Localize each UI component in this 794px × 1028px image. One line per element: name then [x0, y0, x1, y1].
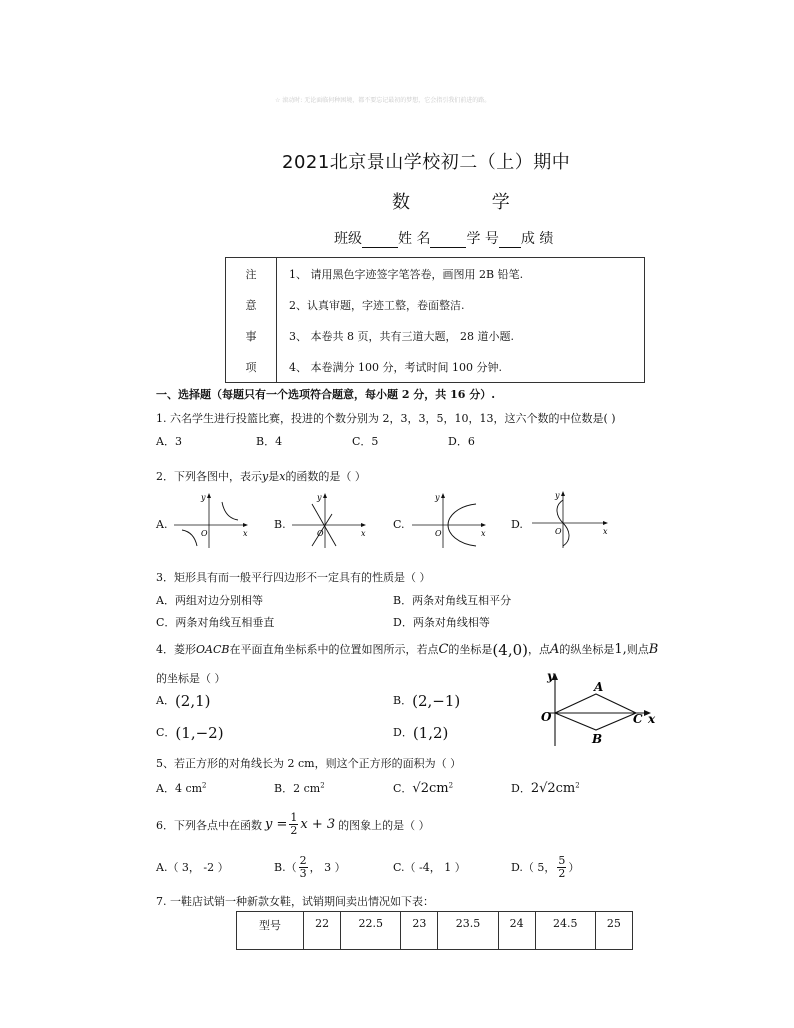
section-1-heading: 一、选择题（每题只有一个选项符合题意，每小题 2 分，共 16 分）.	[156, 388, 496, 401]
option-part: ， 3 ）	[309, 861, 346, 874]
notes-heading	[226, 258, 277, 383]
table-header-cell: 25	[595, 912, 632, 950]
question-2-option-d[interactable]: D.	[511, 518, 523, 531]
origin-label: O	[435, 529, 442, 538]
question-5-option-c[interactable]	[393, 780, 453, 796]
curve-upper	[222, 502, 238, 520]
question-6-stem	[156, 812, 430, 837]
question-2-option-c[interactable]: C.	[393, 518, 405, 531]
option-letter: C．	[393, 782, 413, 795]
option-value: 2 cm	[293, 782, 321, 795]
q2-var-x: x	[279, 470, 286, 483]
notes-heading-char: 意	[245, 298, 257, 312]
q4-stem-part: 则点	[626, 643, 649, 656]
option-value: 4 cm	[174, 782, 203, 795]
y-axis-arrow	[441, 493, 445, 498]
q2-graph-a	[172, 490, 252, 550]
question-3-option-b[interactable]: B．两条对角线互相平分	[393, 594, 512, 607]
option-letter: D．	[511, 782, 531, 795]
q4-stem-part: 的纵坐标是	[559, 643, 615, 656]
field-number-label: 学 号	[466, 231, 499, 247]
option-exponent: 2	[202, 781, 207, 790]
origin-label: O	[317, 529, 324, 538]
q4-point-c: C	[438, 642, 449, 657]
question-4-stem-line-2: 的坐标是（ ）	[156, 672, 226, 685]
field-number-blank[interactable]	[499, 233, 521, 248]
table-header-cell: 型号	[237, 912, 304, 950]
question-6-option-c[interactable]: C.（ -4， 1 ）	[393, 861, 466, 874]
axis-label-x: x	[361, 529, 366, 538]
notes-table	[225, 257, 645, 383]
label-c: C	[633, 712, 643, 726]
shoe-sales-table	[236, 911, 633, 950]
question-4-option-b[interactable]	[393, 692, 460, 710]
option-value: (2,−1)	[412, 692, 461, 710]
fraction-numerator: 1	[290, 811, 298, 824]
option-part: B.（	[274, 861, 297, 874]
question-2-option-b[interactable]: B.	[274, 518, 286, 531]
q4-stem-part: ，点	[527, 643, 550, 656]
question-5-option-b[interactable]	[274, 780, 325, 796]
note-item: 3、 本卷共 8 页，共有三道大题， 28 道小题.	[289, 329, 514, 343]
question-3-option-c[interactable]: C．两条对角线互相垂直	[156, 616, 275, 629]
axis-label-y: y	[317, 493, 322, 502]
axis-label-y: y	[435, 493, 440, 502]
q4-stem-part: 在平面直角坐标系中的位置如图所示，若点	[229, 643, 439, 656]
table-header-cell: 23	[401, 912, 438, 950]
option-letter: C．	[156, 726, 176, 739]
fraction-numerator: 5	[558, 853, 566, 867]
q4-point-b: B	[648, 642, 659, 657]
note-item: 1、 请用黑色字迹签字笔答卷，画图用 2B 铅笔.	[289, 267, 524, 281]
option-value: √2cm	[412, 781, 449, 796]
fraction-denominator: 2	[558, 866, 566, 880]
notes-heading-char: 事	[245, 329, 257, 343]
notes-heading-char: 注	[245, 267, 257, 281]
axis-label-y: y	[201, 493, 206, 502]
option-part: ）	[568, 861, 580, 874]
q4-point-c-coord: (4,0)	[492, 641, 528, 659]
field-name-blank[interactable]	[430, 233, 466, 248]
field-score-label: 成 绩	[520, 231, 554, 247]
label-x: x	[648, 712, 656, 726]
rhombus-oacb	[555, 694, 636, 730]
question-1-option-b[interactable]: B．4	[256, 435, 283, 448]
question-1-option-d[interactable]: D．6	[448, 435, 475, 448]
student-info-fields	[334, 228, 553, 248]
field-class-label: 班级	[334, 231, 362, 247]
y-axis-arrow	[207, 493, 211, 498]
watermark: ☆ 滚动时: 无论面临何种困境，都不要忘记最初的梦想，它会指引我们前进的路。	[275, 97, 491, 104]
x-axis-arrow	[481, 523, 486, 527]
notes-body	[277, 258, 645, 383]
q6-function-lhs: y =	[265, 817, 288, 832]
question-4-option-a[interactable]	[156, 692, 211, 710]
label-o: O	[541, 710, 552, 724]
option-fraction	[557, 855, 566, 880]
q4-rhombus-figure	[538, 668, 664, 748]
option-exponent: 2	[320, 781, 325, 790]
q4-point-a: A	[549, 642, 560, 657]
y-axis-arrow	[323, 493, 327, 498]
q6-stem-part: 的图象上的是（ ）	[338, 818, 430, 832]
option-value: (1,−2)	[175, 724, 224, 742]
option-letter: B．	[393, 694, 413, 707]
table-header-cell: 22.5	[341, 912, 401, 950]
y-axis-arrow	[561, 491, 565, 496]
field-name-label: 姓 名	[398, 231, 431, 247]
q2-graph-d	[530, 488, 612, 550]
question-3-option-a[interactable]: A．两组对边分别相等	[156, 594, 263, 607]
note-item: 2、认真审题，字迹工整，卷面整洁.	[289, 298, 465, 312]
option-letter: A．	[156, 782, 175, 795]
table-header-cell: 24.5	[535, 912, 595, 950]
label-y: y	[547, 669, 554, 683]
question-6-option-a[interactable]: A.（ 3， -2 ）	[156, 861, 229, 874]
question-1-option-c[interactable]: C．5	[352, 435, 379, 448]
q2-stem-part: 2．下列各图中，表示	[156, 470, 262, 483]
question-4-option-d[interactable]	[393, 724, 448, 742]
x-axis-arrow	[243, 523, 248, 527]
subject-title: 数 学	[392, 192, 548, 213]
page-title: 2021北京景山学校初二（上）期中	[282, 152, 571, 173]
fraction-numerator: 2	[299, 853, 307, 867]
question-7-stem: 7. 一鞋店试销一种新款女鞋，试销期间卖出情况如下表：	[156, 895, 434, 908]
q6-stem-part: 6．下列各点中在函数	[156, 818, 262, 832]
origin-label: O	[201, 529, 208, 538]
axis-label-x: x	[481, 529, 486, 538]
x-axis-arrow	[603, 521, 608, 525]
axis-label-x: x	[603, 527, 608, 536]
table-header-cell: 22	[304, 912, 341, 950]
fraction-denominator: 2	[290, 824, 298, 837]
q6-function-rhs: x + 3	[300, 817, 336, 832]
q2-graph-c	[410, 490, 490, 550]
option-value: (1,2)	[412, 724, 449, 742]
q4-stem-part: 的坐标是	[448, 643, 493, 656]
label-a: A	[594, 680, 604, 694]
notes-heading-char: 项	[245, 360, 257, 374]
option-exponent: 2	[448, 781, 454, 790]
option-value: (2,1)	[174, 692, 211, 710]
question-4-stem-line-1	[156, 641, 658, 659]
option-value: 2√2cm	[530, 781, 576, 796]
q2-stem-part: 的函数的是（ ）	[285, 470, 366, 483]
option-exponent: 2	[575, 781, 580, 790]
axis-label-x: x	[243, 529, 248, 538]
note-item: 4、 本卷满分 100 分，考试时间 100 分钟.	[289, 360, 502, 374]
question-2-stem	[156, 468, 366, 484]
q4-stem-part: 4．菱形	[156, 643, 196, 656]
question-2-option-a[interactable]: A.	[156, 518, 168, 531]
option-letter: D．	[393, 726, 413, 739]
field-class-blank[interactable]	[362, 233, 398, 248]
q2-graph-b	[290, 490, 370, 550]
option-part: D.（ 5，	[511, 861, 556, 874]
label-b: B	[592, 732, 603, 746]
option-letter: B．	[274, 782, 294, 795]
question-5-option-d[interactable]	[511, 780, 580, 796]
question-1-stem: 1. 六名学生进行投篮比赛，投进的个数分别为 2，3，3，5，10，13，这六个数的中位数是( )	[156, 412, 616, 425]
question-3-option-d[interactable]: D．两条对角线相等	[393, 616, 490, 629]
table-header-cell: 23.5	[438, 912, 498, 950]
table-row	[237, 912, 633, 950]
q4-rhombus-name: OACB	[196, 643, 230, 656]
fraction-denominator: 3	[299, 866, 307, 880]
table-header-cell: 24	[498, 912, 535, 950]
curve-lower	[182, 530, 197, 546]
axis-label-y: y	[555, 491, 560, 500]
option-letter: A．	[156, 694, 175, 707]
origin-label: O	[555, 527, 562, 536]
q6-function-fraction	[289, 812, 298, 837]
question-5-stem: 5、若正方形的对角线长为 2 cm，则这个正方形的面积为（ ）	[156, 757, 462, 770]
question-5-option-a[interactable]	[156, 780, 207, 796]
x-axis-arrow	[361, 523, 366, 527]
question-1-option-a[interactable]: A．3	[156, 435, 182, 448]
q2-var-y: y	[262, 470, 269, 483]
q4-y-value: 1,	[614, 642, 627, 657]
question-3-stem: 3．矩形具有而一般平行四边形不一定具有的性质是（ ）	[156, 571, 431, 584]
question-4-option-c[interactable]	[156, 724, 224, 742]
question-6-option-b[interactable]	[274, 852, 346, 882]
q2-stem-part: 是	[268, 470, 280, 483]
question-6-option-d[interactable]	[511, 852, 579, 882]
option-fraction	[299, 855, 308, 880]
